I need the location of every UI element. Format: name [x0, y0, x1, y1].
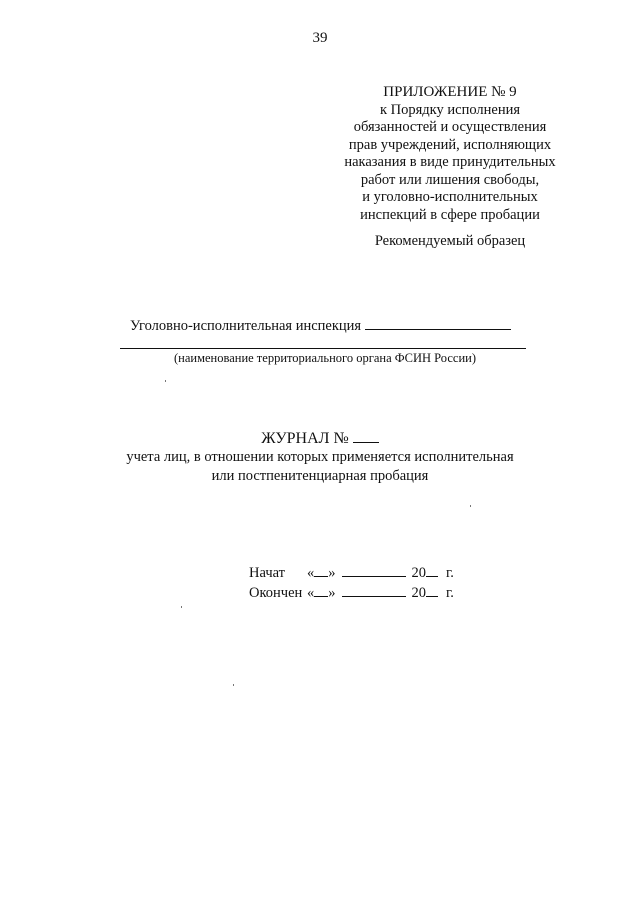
- journal-title-text: ЖУРНАЛ №: [261, 430, 349, 447]
- year-prefix: 20: [411, 585, 426, 601]
- scan-speck: [165, 380, 166, 382]
- quote-open: «: [307, 565, 315, 581]
- year-blank: [426, 563, 438, 577]
- appendix-line: наказания в виде принудительных: [344, 154, 556, 170]
- journal-subtitle-line: или постпенитенциарная пробация: [211, 468, 429, 484]
- journal-number-blank: [353, 428, 379, 443]
- journal-subtitle-line: учета лиц, в отношении которых применяется исполнительная: [126, 449, 514, 465]
- journal-subtitle: [0, 448, 640, 486]
- sample-note: Рекомендуемый образец: [374, 233, 526, 249]
- date-ended-label: Окончен: [249, 585, 303, 601]
- appendix-line: к Порядку исполнения: [379, 101, 521, 118]
- appendix-title: ПРИЛОЖЕНИЕ № 9: [383, 84, 517, 100]
- appendix-line: обязанностей и осуществления: [353, 119, 547, 135]
- appendix-line: прав учреждений, исполняющих: [348, 136, 552, 153]
- scan-speck: [233, 684, 234, 686]
- dates-block: [249, 563, 454, 603]
- quote-close: »: [328, 565, 336, 581]
- quote-open: «: [307, 585, 315, 601]
- org-name-rule: [120, 348, 526, 349]
- org-name-caption: (наименование территориального органа ФСИН России): [173, 351, 476, 365]
- scan-speck: [181, 606, 182, 608]
- year-suffix: г.: [446, 585, 454, 601]
- journal-title: [0, 428, 640, 448]
- inspection-label: Уголовно-исполнительная инспекция: [130, 318, 362, 334]
- day-blank: [314, 563, 328, 577]
- quote-close: »: [328, 585, 336, 601]
- appendix-block: [330, 84, 570, 224]
- scan-speck: [470, 505, 471, 507]
- appendix-line: и уголовно-исполнительных: [362, 189, 538, 205]
- date-started-row: [249, 563, 454, 583]
- day-blank: [314, 583, 328, 597]
- month-blank: [342, 563, 406, 577]
- year-suffix: г.: [446, 565, 454, 581]
- page-number: 39: [312, 30, 328, 46]
- month-blank: [342, 583, 406, 597]
- year-prefix: 20: [411, 565, 426, 581]
- inspection-field: [130, 315, 511, 335]
- appendix-line: работ или лишения свободы,: [360, 171, 540, 188]
- year-blank: [426, 583, 438, 597]
- inspection-blank: [365, 315, 511, 330]
- date-started-label: Начат: [249, 565, 286, 581]
- date-ended-row: [249, 583, 454, 603]
- appendix-line: инспекций в сфере пробации: [360, 206, 540, 223]
